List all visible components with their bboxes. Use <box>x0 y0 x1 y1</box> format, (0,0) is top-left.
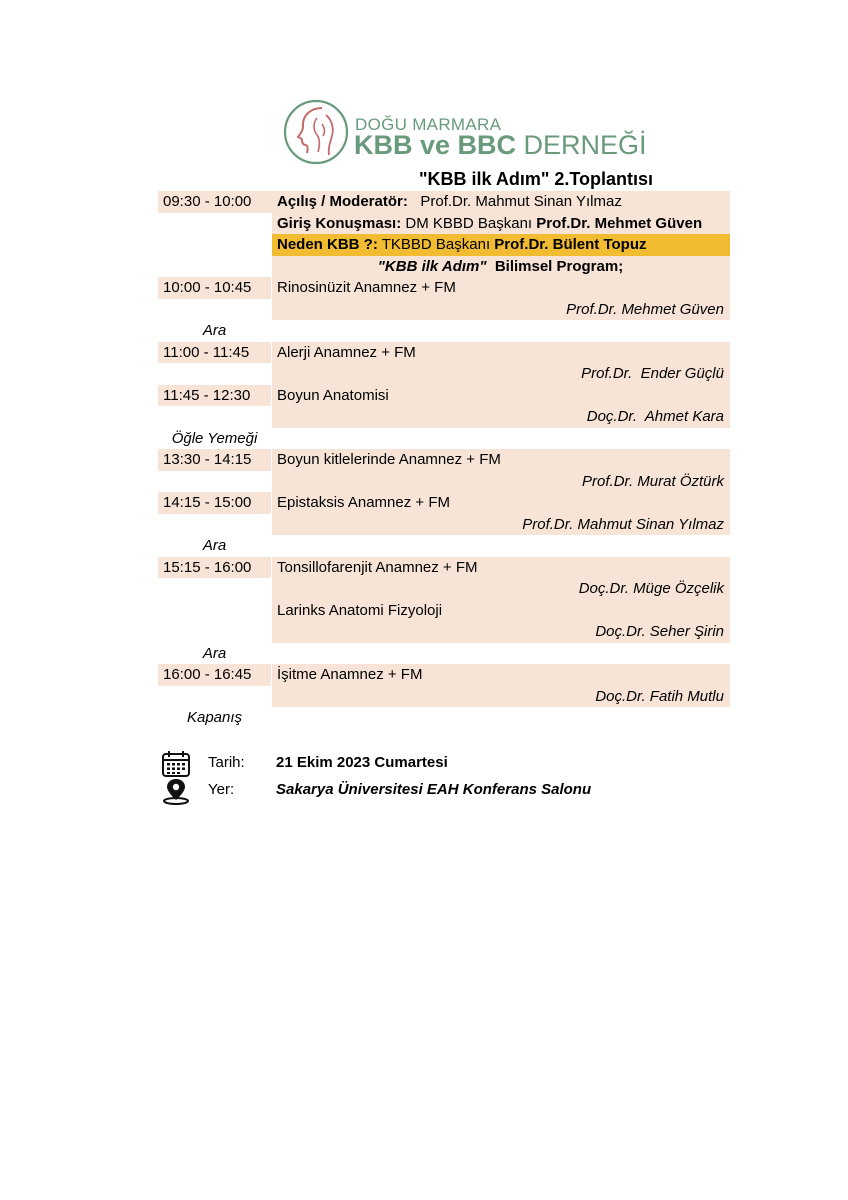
why-kbb-highlight: Neden KBB ?: TKBBD Başkanı Prof.Dr. Bülent Topuz <box>272 234 730 256</box>
session-time: 15:15 - 16:00 <box>158 557 271 579</box>
break-row <box>158 643 730 665</box>
session-row <box>158 385 730 407</box>
session-topic: Larinks Anatomi Fizyoloji <box>272 600 730 622</box>
session-time: 10:00 - 10:45 <box>158 277 271 299</box>
break-label: Ara <box>202 644 227 662</box>
break-row <box>158 707 730 729</box>
session-topic: Tonsillofarenjit Anamnez + FM <box>272 557 730 579</box>
session-row <box>158 557 730 579</box>
location-pin-icon <box>160 777 192 805</box>
opening-row <box>158 191 730 213</box>
opening-speech: Giriş Konuşması: DM KBBD Başkanı Prof.Dr. Mehmet Güven <box>272 213 730 235</box>
session-topic: Boyun kitlelerinde Anamnez + FM <box>272 449 730 471</box>
why-kbb-row <box>158 234 730 256</box>
session-speaker: Doç.Dr. Seher Şirin <box>272 621 730 643</box>
date-value: 21 Ekim 2023 Cumartesi <box>276 754 448 771</box>
program-heading: "KBB ilk Adım" Bilimsel Program; <box>272 256 730 278</box>
calendar-icon <box>160 750 192 778</box>
meeting-title: "KBB ilk Adım" 2.Toplantısı <box>418 169 654 189</box>
session-time: 11:00 - 11:45 <box>158 342 271 364</box>
break-row <box>158 535 730 557</box>
speaker-row <box>158 363 730 385</box>
session-speaker: Prof.Dr. Murat Öztürk <box>272 471 730 493</box>
program-heading-row <box>158 256 730 278</box>
break-label: Öğle Yemeği <box>171 429 258 447</box>
logo-line-1: DOĞU MARMARA <box>355 115 502 134</box>
opening-speech-row <box>158 213 730 235</box>
speaker-row <box>158 406 730 428</box>
speaker-row <box>158 514 730 536</box>
speaker-row <box>158 471 730 493</box>
logo-line-2: KBB ve BBC DERNEĞİ <box>354 130 647 160</box>
session-speaker: Prof.Dr. Mahmut Sinan Yılmaz <box>272 514 730 536</box>
session-row <box>158 664 730 686</box>
session-time: 11:45 - 12:30 <box>158 385 271 407</box>
break-label: Ara <box>202 537 227 554</box>
break-label: Ara <box>202 322 227 339</box>
speaker-row <box>158 299 730 321</box>
closing-label: Kapanış <box>186 709 243 726</box>
session-row <box>158 449 730 471</box>
session-topic: Boyun Anatomisi <box>272 385 730 407</box>
speaker-row <box>158 621 730 643</box>
session-row <box>158 492 730 514</box>
place-info <box>158 777 758 803</box>
session-time: 16:00 - 16:45 <box>158 664 271 686</box>
opening-moderator: Açılış / Moderatör: Prof.Dr. Mahmut Sinan Yılmaz <box>277 193 622 210</box>
session-time: 14:15 - 15:00 <box>158 492 271 514</box>
session-speaker: Doç.Dr. Fatih Mutlu <box>272 686 730 708</box>
speaker-row <box>158 686 730 708</box>
date-info <box>158 750 758 776</box>
place-value: Sakarya Üniversitesi EAH Konferans Salonu <box>276 781 592 798</box>
session-speaker: Doç.Dr. Ahmet Kara <box>272 406 730 428</box>
speaker-row <box>158 578 730 600</box>
date-label: Tarih: <box>208 754 245 771</box>
session-topic: Alerji Anamnez + FM <box>272 342 730 364</box>
session-time: 13:30 - 14:15 <box>158 449 271 471</box>
session-topic: İşitme Anamnez + FM <box>272 664 730 686</box>
session-row <box>158 277 730 299</box>
association-logo <box>282 98 647 166</box>
session-speaker: Prof.Dr. Mehmet Güven <box>272 299 730 321</box>
session-row <box>158 600 730 622</box>
place-label: Yer: <box>208 781 235 798</box>
session-topic: Epistaksis Anamnez + FM <box>272 492 730 514</box>
head-profile-logo-icon <box>282 98 350 166</box>
session-speaker: Doç.Dr. Müge Özçelik <box>272 578 730 600</box>
session-topic: Rinosinüzit Anamnez + FM <box>272 277 730 299</box>
break-row <box>158 428 730 450</box>
session-time: 09:30 - 10:00 <box>163 193 252 210</box>
session-row <box>158 342 730 364</box>
break-row <box>158 320 730 342</box>
session-speaker: Prof.Dr. Ender Güçlü <box>272 363 730 385</box>
